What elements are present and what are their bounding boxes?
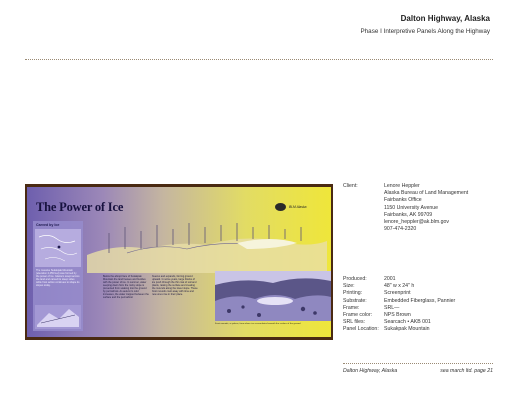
interpretive-panel — [27, 187, 331, 337]
spec-value: Sukakpak Mountain — [384, 326, 430, 333]
panel-title: The Power of Ice — [36, 200, 124, 214]
spec-label: Printing: — [343, 290, 363, 297]
footer-divider — [343, 363, 493, 364]
spec-row — [343, 326, 455, 333]
spec-row — [343, 283, 455, 290]
spec-row — [343, 305, 455, 312]
body-text-column-2: freezes and expands, forcing ground upward. In some years, large blocks of ice push through the thin mat of soil and plants, raising the surface and creating the mounds along the lower slope. These frost mounds melt away with time and new ones rise in their place. — [152, 275, 198, 296]
footer-page: sea march ltd. page 21 — [440, 368, 493, 374]
spec-value: Embedded Fiberglass, Pannier — [384, 297, 456, 304]
photo-caption: Frost mounds, or palsas, form where ice accumulates beneath the surface of the ground. — [215, 323, 301, 325]
spec-value: Screenprint — [384, 290, 411, 297]
spec-label: Produced: — [343, 276, 367, 282]
map-sidebar — [33, 221, 83, 331]
spec-label: Panel Location: — [343, 326, 379, 333]
frost-mounds-photo — [215, 271, 331, 321]
location-map — [35, 229, 81, 267]
client-block — [343, 183, 468, 233]
body-text-column-1: Below the abrupt face of Sukakpak Mountain the land heaves and buckles with the power of ice. In summer, water seeping down from the rocky slope is prevented from soaking into the ground by permafrost. As autumn's cold increases, the water trapped between the surface and the permafrost — [103, 275, 149, 299]
spec-value: Searcach • AKB 001 — [384, 319, 431, 326]
spec-value: NPS Brown — [384, 312, 411, 319]
header-divider — [25, 59, 493, 60]
spec-row — [343, 290, 455, 297]
spec-label: Substrate: — [343, 297, 367, 304]
spec-label: Frame: — [343, 304, 360, 311]
spec-row — [343, 276, 455, 283]
client-city: Fairbanks, AK 99709 — [384, 211, 433, 218]
client-street: 1150 University Avenue — [384, 204, 439, 211]
spec-label: SRL files: — [343, 319, 366, 326]
client-label: Client: — [343, 183, 358, 189]
panel-logo-text: BLM Alaska — [289, 205, 307, 209]
client-email: lenore_heppler@ak.blm.gov — [384, 219, 449, 226]
client-office: Fairbanks Office — [384, 197, 422, 204]
panel-logo — [275, 203, 306, 211]
spec-label: Size: — [343, 283, 355, 290]
mountain-illustration — [87, 213, 327, 273]
glacier-diagram — [35, 305, 81, 329]
spec-row — [343, 298, 455, 305]
client-phone: 907-474-2320 — [384, 226, 417, 233]
specs-block — [343, 276, 455, 334]
spec-value: 2001 — [384, 276, 396, 282]
spec-row — [343, 319, 455, 326]
spec-row — [343, 312, 455, 319]
spec-label: Frame color: — [343, 312, 373, 319]
spec-value: SRL— — [384, 304, 400, 311]
blm-logo-icon — [275, 203, 286, 211]
panel-image — [25, 184, 333, 340]
document-title: Dalton Highway, Alaska — [400, 14, 490, 23]
intro-text: The massive Sukakpak Mountain (elevation 4,459 feet) was formed by the power of ice. Glaciers swept across the land and carved its steep sides while frost action continues to shape its slopes today. — [36, 269, 80, 287]
client-organization: Alaska Bureau of Land Management — [384, 190, 469, 197]
map-title: Carved by Ice — [36, 223, 60, 227]
document-subtitle: Phase I Interpretive Panels Along the Highway — [360, 28, 490, 35]
client-name: Lenore Heppler — [384, 183, 420, 189]
spec-value: 48" w x 24" h — [384, 283, 415, 290]
footer-left: Dalton Highway, Alaska — [343, 368, 398, 374]
